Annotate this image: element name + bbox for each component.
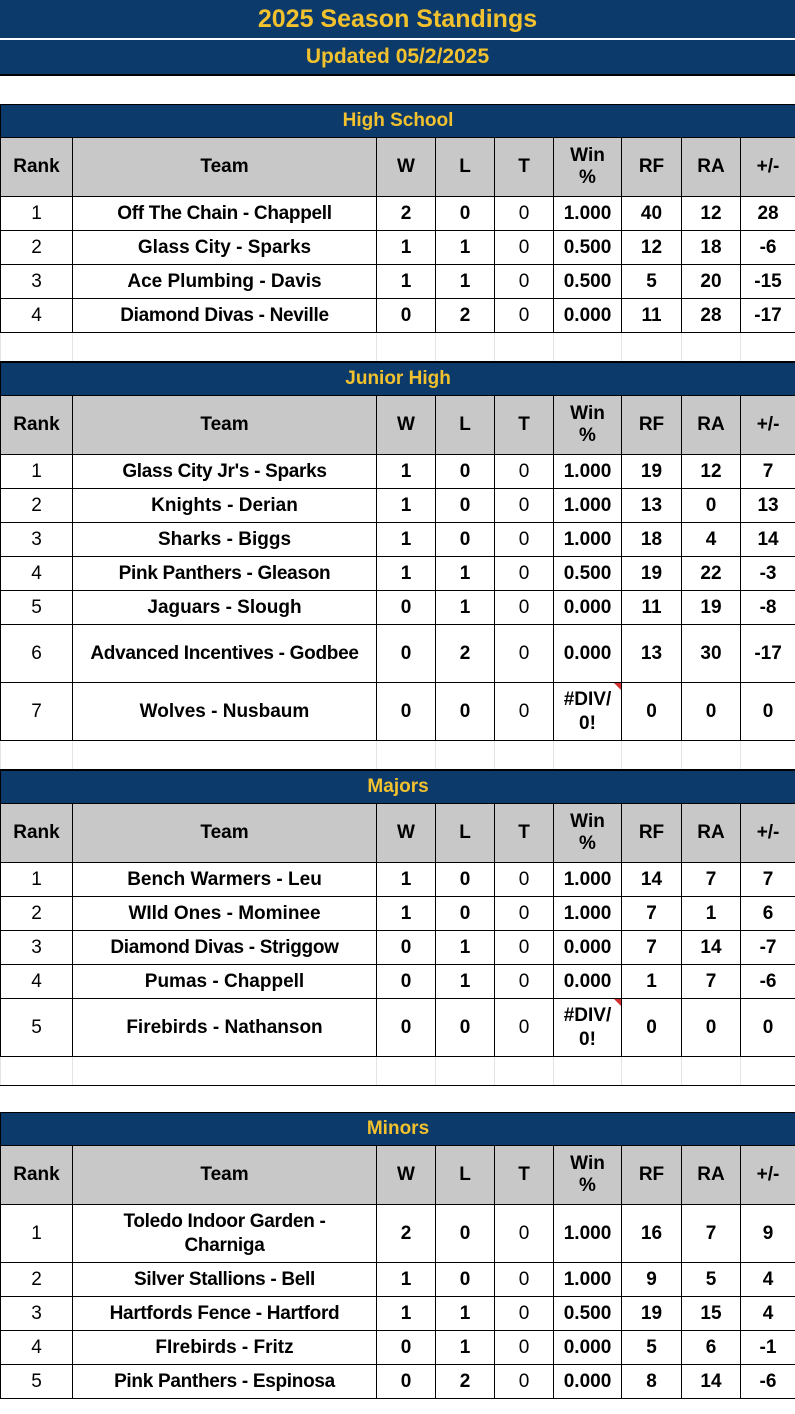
cell-team: Diamond Divas - Striggow <box>73 931 377 965</box>
cell-t: 0 <box>495 1205 554 1263</box>
column-header-ra: RA <box>682 138 741 197</box>
page-title: 2025 Season Standings <box>0 0 795 38</box>
column-header-ra: RA <box>682 804 741 863</box>
cell-w: 1 <box>377 897 436 931</box>
cell-team: Pumas - Chappell <box>73 965 377 999</box>
cell-win-pct: 1.000 <box>554 197 622 231</box>
cell-t: 0 <box>495 965 554 999</box>
spacer-cell <box>741 741 795 770</box>
cell-ra: 0 <box>682 683 741 741</box>
cell-plus-minus: -6 <box>741 1365 795 1399</box>
updated-date: Updated 05/2/2025 <box>0 38 795 74</box>
cell-win-pct <box>554 999 622 1057</box>
cell-ra: 30 <box>682 625 741 683</box>
cell-team: Sharks - Biggs <box>73 523 377 557</box>
cell-t: 0 <box>495 1263 554 1297</box>
cell-team: Wolves - Nusbaum <box>73 683 377 741</box>
cell-w: 0 <box>377 931 436 965</box>
cell-l: 1 <box>436 265 495 299</box>
cell-team: Off The Chain - Chappell <box>73 197 377 231</box>
cell-l: 0 <box>436 1205 495 1263</box>
cell-l: 0 <box>436 897 495 931</box>
spacer-cell <box>495 333 554 362</box>
cell-rank: 2 <box>1 1263 73 1297</box>
column-header-win-pct: Win % <box>554 396 622 455</box>
table-row <box>1 1331 795 1365</box>
cell-w: 1 <box>377 557 436 591</box>
cell-win-pct: 0.000 <box>554 1365 622 1399</box>
column-header-t: T <box>495 804 554 863</box>
cell-win-pct: 1.000 <box>554 455 622 489</box>
cell-win-pct: 0.000 <box>554 299 622 333</box>
column-header-rf: RF <box>622 138 682 197</box>
spacer-cell <box>73 1057 377 1086</box>
cell-ra: 7 <box>682 863 741 897</box>
column-header-l: L <box>436 1146 495 1205</box>
cell-rank: 5 <box>1 591 73 625</box>
cell-plus-minus: 14 <box>741 523 795 557</box>
cell-rank: 5 <box>1 1365 73 1399</box>
cell-t: 0 <box>495 197 554 231</box>
spacer-cell <box>554 741 622 770</box>
cell-w: 1 <box>377 455 436 489</box>
table-row <box>1 455 795 489</box>
cell-t: 0 <box>495 265 554 299</box>
cell-t: 0 <box>495 897 554 931</box>
cell-rf: 11 <box>622 591 682 625</box>
cell-rank: 1 <box>1 863 73 897</box>
spacer-cell <box>436 741 495 770</box>
cell-rank: 7 <box>1 683 73 741</box>
cell-ra: 14 <box>682 1365 741 1399</box>
cell-rf: 16 <box>622 1205 682 1263</box>
cell-rf: 11 <box>622 299 682 333</box>
cell-win-pct: 0.500 <box>554 557 622 591</box>
cell-plus-minus: 28 <box>741 197 795 231</box>
cell-w: 0 <box>377 965 436 999</box>
column-header-plus-minus: +/- <box>741 396 795 455</box>
cell-team: Ace Plumbing - Davis <box>73 265 377 299</box>
spacer-cell <box>554 1057 622 1086</box>
cell-ra: 12 <box>682 455 741 489</box>
cell-plus-minus: 7 <box>741 455 795 489</box>
cell-ra: 19 <box>682 591 741 625</box>
cell-team: Knights - Derian <box>73 489 377 523</box>
column-header-rf: RF <box>622 396 682 455</box>
cell-w: 1 <box>377 523 436 557</box>
column-header-w: W <box>377 1146 436 1205</box>
cell-t: 0 <box>495 299 554 333</box>
cell-rf: 14 <box>622 863 682 897</box>
spacer-cell <box>377 741 436 770</box>
cell-l: 1 <box>436 557 495 591</box>
table-row <box>1 1205 795 1263</box>
cell-t: 0 <box>495 523 554 557</box>
cell-w: 0 <box>377 1365 436 1399</box>
cell-w: 1 <box>377 1263 436 1297</box>
cell-plus-minus: -17 <box>741 625 795 683</box>
division-header: Junior High <box>1 363 795 396</box>
cell-plus-minus: 4 <box>741 1263 795 1297</box>
cell-win-pct: 0.000 <box>554 931 622 965</box>
cell-ra: 0 <box>682 489 741 523</box>
column-header-win-pct: Win % <box>554 1146 622 1205</box>
spacer-cell <box>622 741 682 770</box>
cell-w: 0 <box>377 299 436 333</box>
comment-indicator-icon <box>614 999 621 1006</box>
cell-l: 1 <box>436 231 495 265</box>
cell-ra: 20 <box>682 265 741 299</box>
cell-win-pct <box>554 683 622 741</box>
cell-rank: 2 <box>1 897 73 931</box>
cell-rf: 0 <box>622 683 682 741</box>
column-header-row <box>1 804 795 863</box>
column-header-plus-minus: +/- <box>741 1146 795 1205</box>
column-header-t: T <box>495 138 554 197</box>
spacer-cell <box>682 1057 741 1086</box>
column-header-rank: Rank <box>1 396 73 455</box>
spacer-cell <box>73 741 377 770</box>
cell-ra: 1 <box>682 897 741 931</box>
division-header: Majors <box>1 771 795 804</box>
cell-team: Glass City Jr's - Sparks <box>73 455 377 489</box>
spacer-cell <box>1 333 73 362</box>
cell-l: 0 <box>436 999 495 1057</box>
table-row <box>1 1297 795 1331</box>
cell-team: Pink Panthers - Gleason <box>73 557 377 591</box>
cell-rank: 5 <box>1 999 73 1057</box>
cell-win-pct: 1.000 <box>554 897 622 931</box>
cell-w: 0 <box>377 625 436 683</box>
cell-t: 0 <box>495 1331 554 1365</box>
cell-team: Bench Warmers - Leu <box>73 863 377 897</box>
cell-ra: 18 <box>682 231 741 265</box>
table-row <box>1 299 795 333</box>
cell-t: 0 <box>495 231 554 265</box>
table-row <box>1 1263 795 1297</box>
spacer <box>0 1086 795 1112</box>
cell-ra: 7 <box>682 1205 741 1263</box>
division-table <box>0 1112 795 1399</box>
cell-team: FIrebirds - Fritz <box>73 1331 377 1365</box>
cell-w: 1 <box>377 231 436 265</box>
spacer-cell <box>1 741 73 770</box>
cell-rf: 1 <box>622 965 682 999</box>
cell-plus-minus: 13 <box>741 489 795 523</box>
division-table <box>0 770 795 1086</box>
cell-ra: 22 <box>682 557 741 591</box>
cell-rank: 1 <box>1 1205 73 1263</box>
table-row <box>1 683 795 741</box>
cell-plus-minus: 0 <box>741 683 795 741</box>
table-row <box>1 557 795 591</box>
cell-l: 0 <box>436 863 495 897</box>
column-header-plus-minus: +/- <box>741 804 795 863</box>
spacer-cell <box>741 333 795 362</box>
cell-plus-minus: 0 <box>741 999 795 1057</box>
cell-win-pct: 1.000 <box>554 863 622 897</box>
cell-w: 0 <box>377 591 436 625</box>
cell-ra: 7 <box>682 965 741 999</box>
cell-rank: 4 <box>1 965 73 999</box>
table-row <box>1 1365 795 1399</box>
cell-rf: 40 <box>622 197 682 231</box>
cell-l: 0 <box>436 197 495 231</box>
cell-l: 0 <box>436 489 495 523</box>
cell-plus-minus: 4 <box>741 1297 795 1331</box>
cell-win-pct: 1.000 <box>554 1263 622 1297</box>
column-header-l: L <box>436 138 495 197</box>
table-row <box>1 625 795 683</box>
column-header-plus-minus: +/- <box>741 138 795 197</box>
cell-win-pct: 0.000 <box>554 625 622 683</box>
column-header-l: L <box>436 804 495 863</box>
column-header-ra: RA <box>682 396 741 455</box>
cell-rank: 3 <box>1 931 73 965</box>
cell-win-pct: 0.000 <box>554 965 622 999</box>
column-header-team: Team <box>73 138 377 197</box>
column-header-rank: Rank <box>1 804 73 863</box>
cell-rank: 3 <box>1 265 73 299</box>
spacer-row <box>1 1057 795 1086</box>
cell-l: 1 <box>436 1297 495 1331</box>
column-header-team: Team <box>73 804 377 863</box>
column-header-rf: RF <box>622 804 682 863</box>
cell-ra: 12 <box>682 197 741 231</box>
spacer-cell <box>436 1057 495 1086</box>
column-header-team: Team <box>73 1146 377 1205</box>
table-row <box>1 931 795 965</box>
spacer-row <box>1 741 795 770</box>
cell-plus-minus: -1 <box>741 1331 795 1365</box>
spacer-cell <box>622 1057 682 1086</box>
cell-team: Toledo Indoor Garden - Charniga <box>73 1205 377 1263</box>
cell-plus-minus: 6 <box>741 897 795 931</box>
cell-team: Silver Stallions - Bell <box>73 1263 377 1297</box>
cell-team: Pink Panthers - Espinosa <box>73 1365 377 1399</box>
cell-rank: 1 <box>1 455 73 489</box>
division-header: High School <box>1 105 795 138</box>
cell-ra: 14 <box>682 931 741 965</box>
cell-team: Jaguars - Slough <box>73 591 377 625</box>
cell-ra: 15 <box>682 1297 741 1331</box>
spacer-cell <box>554 333 622 362</box>
cell-rf: 18 <box>622 523 682 557</box>
cell-w: 1 <box>377 489 436 523</box>
cell-team: Diamond Divas - Neville <box>73 299 377 333</box>
cell-t: 0 <box>495 557 554 591</box>
table-row <box>1 265 795 299</box>
cell-win-pct: 1.000 <box>554 489 622 523</box>
spacer-cell <box>622 333 682 362</box>
cell-rf: 13 <box>622 489 682 523</box>
cell-l: 1 <box>436 591 495 625</box>
spacer-cell <box>377 1057 436 1086</box>
spacer-row <box>1 333 795 362</box>
division-table <box>0 362 795 770</box>
cell-rf: 19 <box>622 1297 682 1331</box>
cell-plus-minus: 9 <box>741 1205 795 1263</box>
cell-l: 0 <box>436 523 495 557</box>
cell-t: 0 <box>495 1297 554 1331</box>
cell-t: 0 <box>495 625 554 683</box>
cell-t: 0 <box>495 931 554 965</box>
cell-ra: 5 <box>682 1263 741 1297</box>
cell-rf: 0 <box>622 999 682 1057</box>
spacer-cell <box>1 1057 73 1086</box>
cell-plus-minus: -3 <box>741 557 795 591</box>
cell-win-pct: 0.000 <box>554 1331 622 1365</box>
table-row <box>1 523 795 557</box>
column-header-w: W <box>377 804 436 863</box>
column-header-team: Team <box>73 396 377 455</box>
cell-team: Hartfords Fence - Hartford <box>73 1297 377 1331</box>
column-header-row <box>1 138 795 197</box>
cell-rf: 13 <box>622 625 682 683</box>
cell-t: 0 <box>495 455 554 489</box>
spacer-cell <box>682 333 741 362</box>
comment-indicator-icon <box>614 683 621 690</box>
cell-win-pct: 0.500 <box>554 265 622 299</box>
cell-team: WIld Ones - Mominee <box>73 897 377 931</box>
cell-rf: 19 <box>622 455 682 489</box>
cell-rank: 4 <box>1 557 73 591</box>
error-value: #DIV/0! <box>563 1004 612 1050</box>
cell-t: 0 <box>495 683 554 741</box>
cell-l: 1 <box>436 965 495 999</box>
column-header-t: T <box>495 1146 554 1205</box>
column-header-rank: Rank <box>1 1146 73 1205</box>
cell-plus-minus: -17 <box>741 299 795 333</box>
spacer-cell <box>495 741 554 770</box>
cell-rank: 4 <box>1 299 73 333</box>
cell-w: 0 <box>377 683 436 741</box>
cell-team: Advanced Incentives - Godbee <box>73 625 377 683</box>
column-header-rank: Rank <box>1 138 73 197</box>
cell-rank: 4 <box>1 1331 73 1365</box>
column-header-row <box>1 396 795 455</box>
cell-t: 0 <box>495 1365 554 1399</box>
cell-rank: 3 <box>1 1297 73 1331</box>
column-header-t: T <box>495 396 554 455</box>
cell-plus-minus: -6 <box>741 965 795 999</box>
cell-win-pct: 0.000 <box>554 591 622 625</box>
cell-win-pct: 1.000 <box>554 523 622 557</box>
column-header-win-pct: Win % <box>554 138 622 197</box>
cell-rf: 9 <box>622 1263 682 1297</box>
cell-t: 0 <box>495 489 554 523</box>
cell-rf: 7 <box>622 897 682 931</box>
table-row <box>1 897 795 931</box>
cell-ra: 6 <box>682 1331 741 1365</box>
cell-rank: 3 <box>1 523 73 557</box>
cell-ra: 0 <box>682 999 741 1057</box>
cell-t: 0 <box>495 863 554 897</box>
cell-rf: 5 <box>622 1331 682 1365</box>
cell-l: 2 <box>436 625 495 683</box>
cell-rf: 12 <box>622 231 682 265</box>
cell-win-pct: 0.500 <box>554 231 622 265</box>
cell-ra: 28 <box>682 299 741 333</box>
table-row <box>1 197 795 231</box>
cell-rf: 5 <box>622 265 682 299</box>
cell-l: 0 <box>436 683 495 741</box>
spacer-cell <box>377 333 436 362</box>
column-header-win-pct: Win % <box>554 804 622 863</box>
cell-l: 2 <box>436 1365 495 1399</box>
cell-w: 2 <box>377 1205 436 1263</box>
division-header: Minors <box>1 1113 795 1146</box>
cell-plus-minus: 7 <box>741 863 795 897</box>
cell-l: 0 <box>436 455 495 489</box>
cell-rf: 7 <box>622 931 682 965</box>
cell-win-pct: 0.500 <box>554 1297 622 1331</box>
table-row <box>1 999 795 1057</box>
cell-l: 1 <box>436 931 495 965</box>
spacer-cell <box>495 1057 554 1086</box>
column-header-rf: RF <box>622 1146 682 1205</box>
cell-l: 2 <box>436 299 495 333</box>
column-header-l: L <box>436 396 495 455</box>
column-header-row <box>1 1146 795 1205</box>
cell-w: 0 <box>377 999 436 1057</box>
cell-l: 0 <box>436 1263 495 1297</box>
table-row <box>1 591 795 625</box>
column-header-w: W <box>377 396 436 455</box>
cell-rf: 19 <box>622 557 682 591</box>
cell-ra: 4 <box>682 523 741 557</box>
error-value: #DIV/0! <box>563 688 612 734</box>
cell-rank: 6 <box>1 625 73 683</box>
cell-plus-minus: -8 <box>741 591 795 625</box>
division-table <box>0 104 795 362</box>
cell-rank: 2 <box>1 231 73 265</box>
cell-t: 0 <box>495 999 554 1057</box>
table-row <box>1 863 795 897</box>
cell-w: 2 <box>377 197 436 231</box>
cell-w: 1 <box>377 265 436 299</box>
spacer-cell <box>73 333 377 362</box>
cell-w: 0 <box>377 1331 436 1365</box>
cell-plus-minus: -15 <box>741 265 795 299</box>
spacer-cell <box>682 741 741 770</box>
cell-win-pct: 1.000 <box>554 1205 622 1263</box>
spacer-cell <box>741 1057 795 1086</box>
spacer-cell <box>436 333 495 362</box>
cell-team: Glass City - Sparks <box>73 231 377 265</box>
table-row <box>1 231 795 265</box>
cell-t: 0 <box>495 591 554 625</box>
standings-container <box>0 104 795 1399</box>
cell-plus-minus: -7 <box>741 931 795 965</box>
cell-w: 1 <box>377 863 436 897</box>
cell-rank: 1 <box>1 197 73 231</box>
cell-w: 1 <box>377 1297 436 1331</box>
table-row <box>1 965 795 999</box>
cell-plus-minus: -6 <box>741 231 795 265</box>
table-row <box>1 489 795 523</box>
spacer <box>0 76 795 104</box>
column-header-ra: RA <box>682 1146 741 1205</box>
cell-team: Firebirds - Nathanson <box>73 999 377 1057</box>
cell-rank: 2 <box>1 489 73 523</box>
cell-l: 1 <box>436 1331 495 1365</box>
column-header-w: W <box>377 138 436 197</box>
cell-rf: 8 <box>622 1365 682 1399</box>
